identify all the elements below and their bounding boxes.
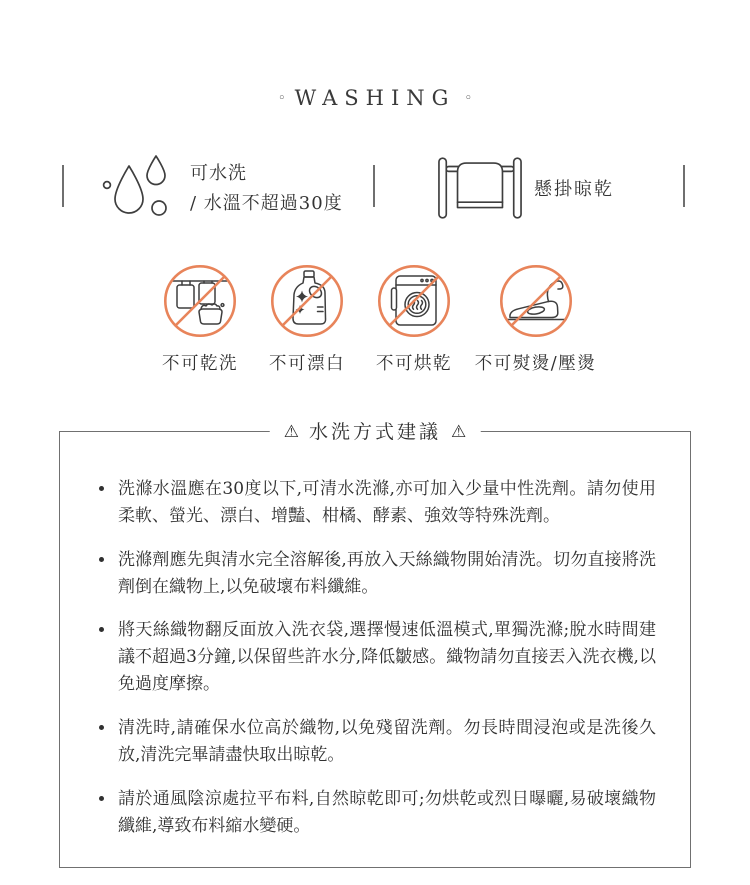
prohibit-label: 不可漂白 (269, 354, 345, 374)
advice-item: • 洗滌水溫應在30度以下,可清水洗滌,亦可加入少量中性洗劑。請勿使用柔軟、螢光、漂白、增豔、柑橘、酵素、強效等特殊洗劑。 (116, 476, 656, 530)
washable-line1: 可水洗 (190, 163, 247, 184)
prohibit-label: 不可熨燙/壓燙 (474, 354, 597, 374)
page-title-text: WASHING (294, 86, 456, 110)
advice-item: • 清洗時,請確保水位高於織物,以免殘留洗劑。勿長時間浸泡或是洗後久放,清洗完畢請盡快取出晾乾。 (116, 715, 656, 769)
advice-title (270, 418, 481, 446)
hang-dry-label: 懸掛晾乾 (534, 179, 614, 200)
prohibit-item-bleach (254, 263, 361, 375)
prohibit-label: 不可乾洗 (162, 354, 238, 374)
no-bleach-icon (269, 263, 345, 339)
advice-item: • 請於通風陰涼處拉平布料,自然晾乾即可;勿烘乾或烈日曝曬,易破壞織物纖維,導致布料縮水變硬。 (116, 786, 656, 840)
prohibit-item-iron (468, 263, 604, 375)
advice-item: • 將天絲織物翻反面放入洗衣袋,選擇慢速低溫模式,單獨洗滌;脫水時間建議不超過3分鐘,以保留些許水分,降低皺感。織物請勿直接丟入洗衣機,以免過度摩擦。 (116, 617, 656, 698)
care-row (0, 143, 750, 243)
prohibit-label: 不可烘乾 (376, 354, 452, 374)
no-dry-clean-icon (162, 263, 238, 339)
advice-box (59, 421, 691, 868)
prohibit-item-tumble-dry (361, 263, 468, 375)
prohibition-row (0, 263, 750, 375)
water-drops-icon (100, 153, 172, 219)
washable-line2: / 水溫不超過30度 (190, 192, 343, 214)
title-ornament-left: ◦ (277, 91, 286, 106)
advice-item: • 洗滌劑應先與清水完全溶解後,再放入天絲織物開始清洗。切勿直接將洗劑倒在織物上,以免破壞布料纖維。 (116, 547, 656, 601)
advice-list (96, 476, 656, 839)
no-iron-icon (498, 263, 574, 339)
warning-icon-left: ⚠ (283, 422, 299, 442)
towel-rack-icon (437, 156, 523, 220)
page-title (0, 0, 750, 109)
no-tumble-dry-icon (376, 263, 452, 339)
title-ornament-right: ◦ (464, 91, 473, 106)
divider-left (62, 165, 64, 207)
divider-middle (373, 165, 375, 207)
prohibit-item-dry-clean (147, 263, 254, 375)
advice-title-text: 水洗方式建議 (308, 421, 442, 443)
washable-text (190, 159, 343, 218)
warning-icon-right: ⚠ (451, 422, 467, 442)
divider-right (683, 165, 685, 207)
